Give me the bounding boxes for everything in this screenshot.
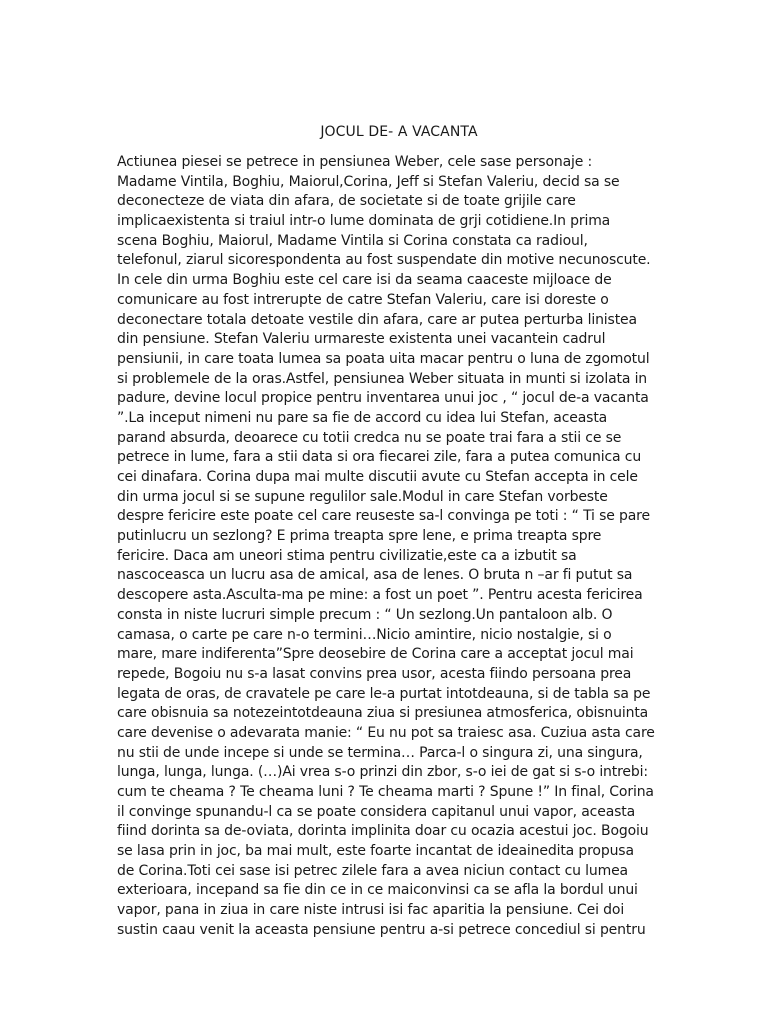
body-line: de Corina.Toti cei sase isi petrec zilele fara a avea niciun contact cu lumea [117, 862, 628, 879]
body-line: deconecteze de viata din afara, de societate si de toate grijile care [117, 193, 576, 210]
body-line: din pensiune. Stefan Valeriu urmareste existenta unei vacantein cadrul [117, 331, 606, 348]
body-line: fiind dorinta sa de-oviata, dorinta implinita doar cu ocazia acestui joc. Bogoiu [117, 823, 649, 840]
document-title: JOCUL DE- A VACANTA [320, 124, 478, 140]
body-line: comunicare au fost intrerupte de catre Stefan Valeriu, care isi doreste o [117, 291, 609, 308]
body-line: cum te cheama ? Te cheama luni ? Te cheama marti ? Spune !” In final, Corina [117, 784, 654, 800]
body-line: ”.La inceput nimeni nu pare sa fie de accord cu idea lui Stefan, aceasta [117, 409, 608, 426]
body-line: fericire. Daca am uneori stima pentru civilizatie,este ca a izbutit sa [117, 547, 577, 564]
body-line: vapor, pana in ziua in care niste intrusi isi fac aparitia la pensiune. Cei doi [117, 902, 625, 919]
body-line: lunga, lunga, lunga. (…)Ai vrea s-o prinzi din zbor, s-o iei de gat si s-o intrebi: [117, 764, 648, 781]
body-line: exterioara, incepand sa fie din ce in ce maiconvinsi ca se afla la bordul unui [117, 882, 638, 899]
body-line: deconectare totala detoate vestile din afara, care ar putea perturba linistea [117, 311, 637, 328]
body-line: care devenise o adevarata manie: “ Eu nu pot sa traiesc asa. Cuziua asta care [117, 724, 655, 741]
body-line: repede, Bogoiu nu s-a lasat convins prea usor, acesta fiindo persoana prea [117, 665, 632, 682]
document-body [117, 153, 657, 941]
body-line: Actiunea piesei se petrece in pensiunea Weber, cele sase personaje : [117, 154, 593, 170]
body-line: camasa, o carte pe care n-o termini…Nicio amintire, nicio nostalgie, si o [117, 626, 612, 643]
body-line: consta in niste lucruri simple precum : “ Un sezlong.Un pantaloon alb. O [117, 606, 613, 623]
body-line: descopere asta.Asculta-ma pe mine: a fost un poet ”. Pentru acesta fericirea [117, 587, 643, 604]
body-line: petrece in lume, fara a stii data si ora fiecarei zile, fara a putea comunica cu [117, 449, 642, 466]
body-line: In cele din urma Boghiu este cel care isi da seama caaceste mijloace de [117, 272, 612, 289]
body-line: padure, devine locul propice pentru inventarea unui joc , “ jocul de-a vacanta [117, 390, 649, 407]
body-line: il convinge spunandu-l ca se poate considera capitanul unui vapor, aceasta [117, 803, 636, 820]
body-line: despre fericire este poate cel care reuseste sa-l convinga pe toti : “ Ti se pare [117, 508, 650, 525]
body-line: sustin caau venit la aceasta pensiune pentru a-si petrece concediul si pentru [117, 921, 646, 938]
body-line: mare, mare indiferenta”Spre deosebire de Corina care a acceptat jocul mai [117, 646, 634, 663]
body-line: parand absurda, deoarece cu totii credca nu se poate trai fara a stii ce se [117, 429, 622, 446]
body-line: pensiunii, in care toata lumea sa poata uita macar pentru o luna de zgomotul [117, 350, 650, 367]
body-line: si problemele de la oras.Astfel, pensiunea Weber situata in munti si izolata in [117, 370, 648, 387]
body-line: telefonul, ziarul sicorespondenta au fost suspendate din motive necunoscute. [117, 252, 651, 269]
body-line: se lasa prin in joc, ba mai mult, este foarte incantat de ideainedita propusa [117, 843, 634, 860]
body-line: din urma jocul si se supune regulilor sale.Modul in care Stefan vorbeste [117, 488, 608, 505]
body-line: Madame Vintila, Boghiu, Maiorul,Corina, Jeff si Stefan Valeriu, decid sa se [117, 173, 620, 190]
body-line: cei dinafara. Corina dupa mai multe discutii avute cu Stefan accepta in cele [117, 469, 638, 485]
body-line: putinlucru un sezlong? E prima treapta spre lene, e prima treapta spre [117, 528, 602, 545]
body-line: nascoceasca un lucru asa de amical, asa de lenes. O bruta n –ar fi putut sa [117, 567, 633, 584]
body-line: scena Boghiu, Maiorul, Madame Vintila si Corina constata ca radioul, [117, 232, 588, 249]
body-line: nu stii de unde incepe si unde se termina… Parca-l o singura zi, una singura, [117, 744, 643, 761]
body-line: implicaexistenta si traiul intr-o lume dominata de grji cotidiene.In prima [117, 213, 611, 230]
body-line: care obisnuia sa notezeintotdeauna ziua si presiunea atmosferica, obisnuinta [117, 705, 649, 722]
body-line: legata de oras, de cravatele pe care le-a purtat intotdeauna, si de tabla sa pe [117, 685, 651, 702]
